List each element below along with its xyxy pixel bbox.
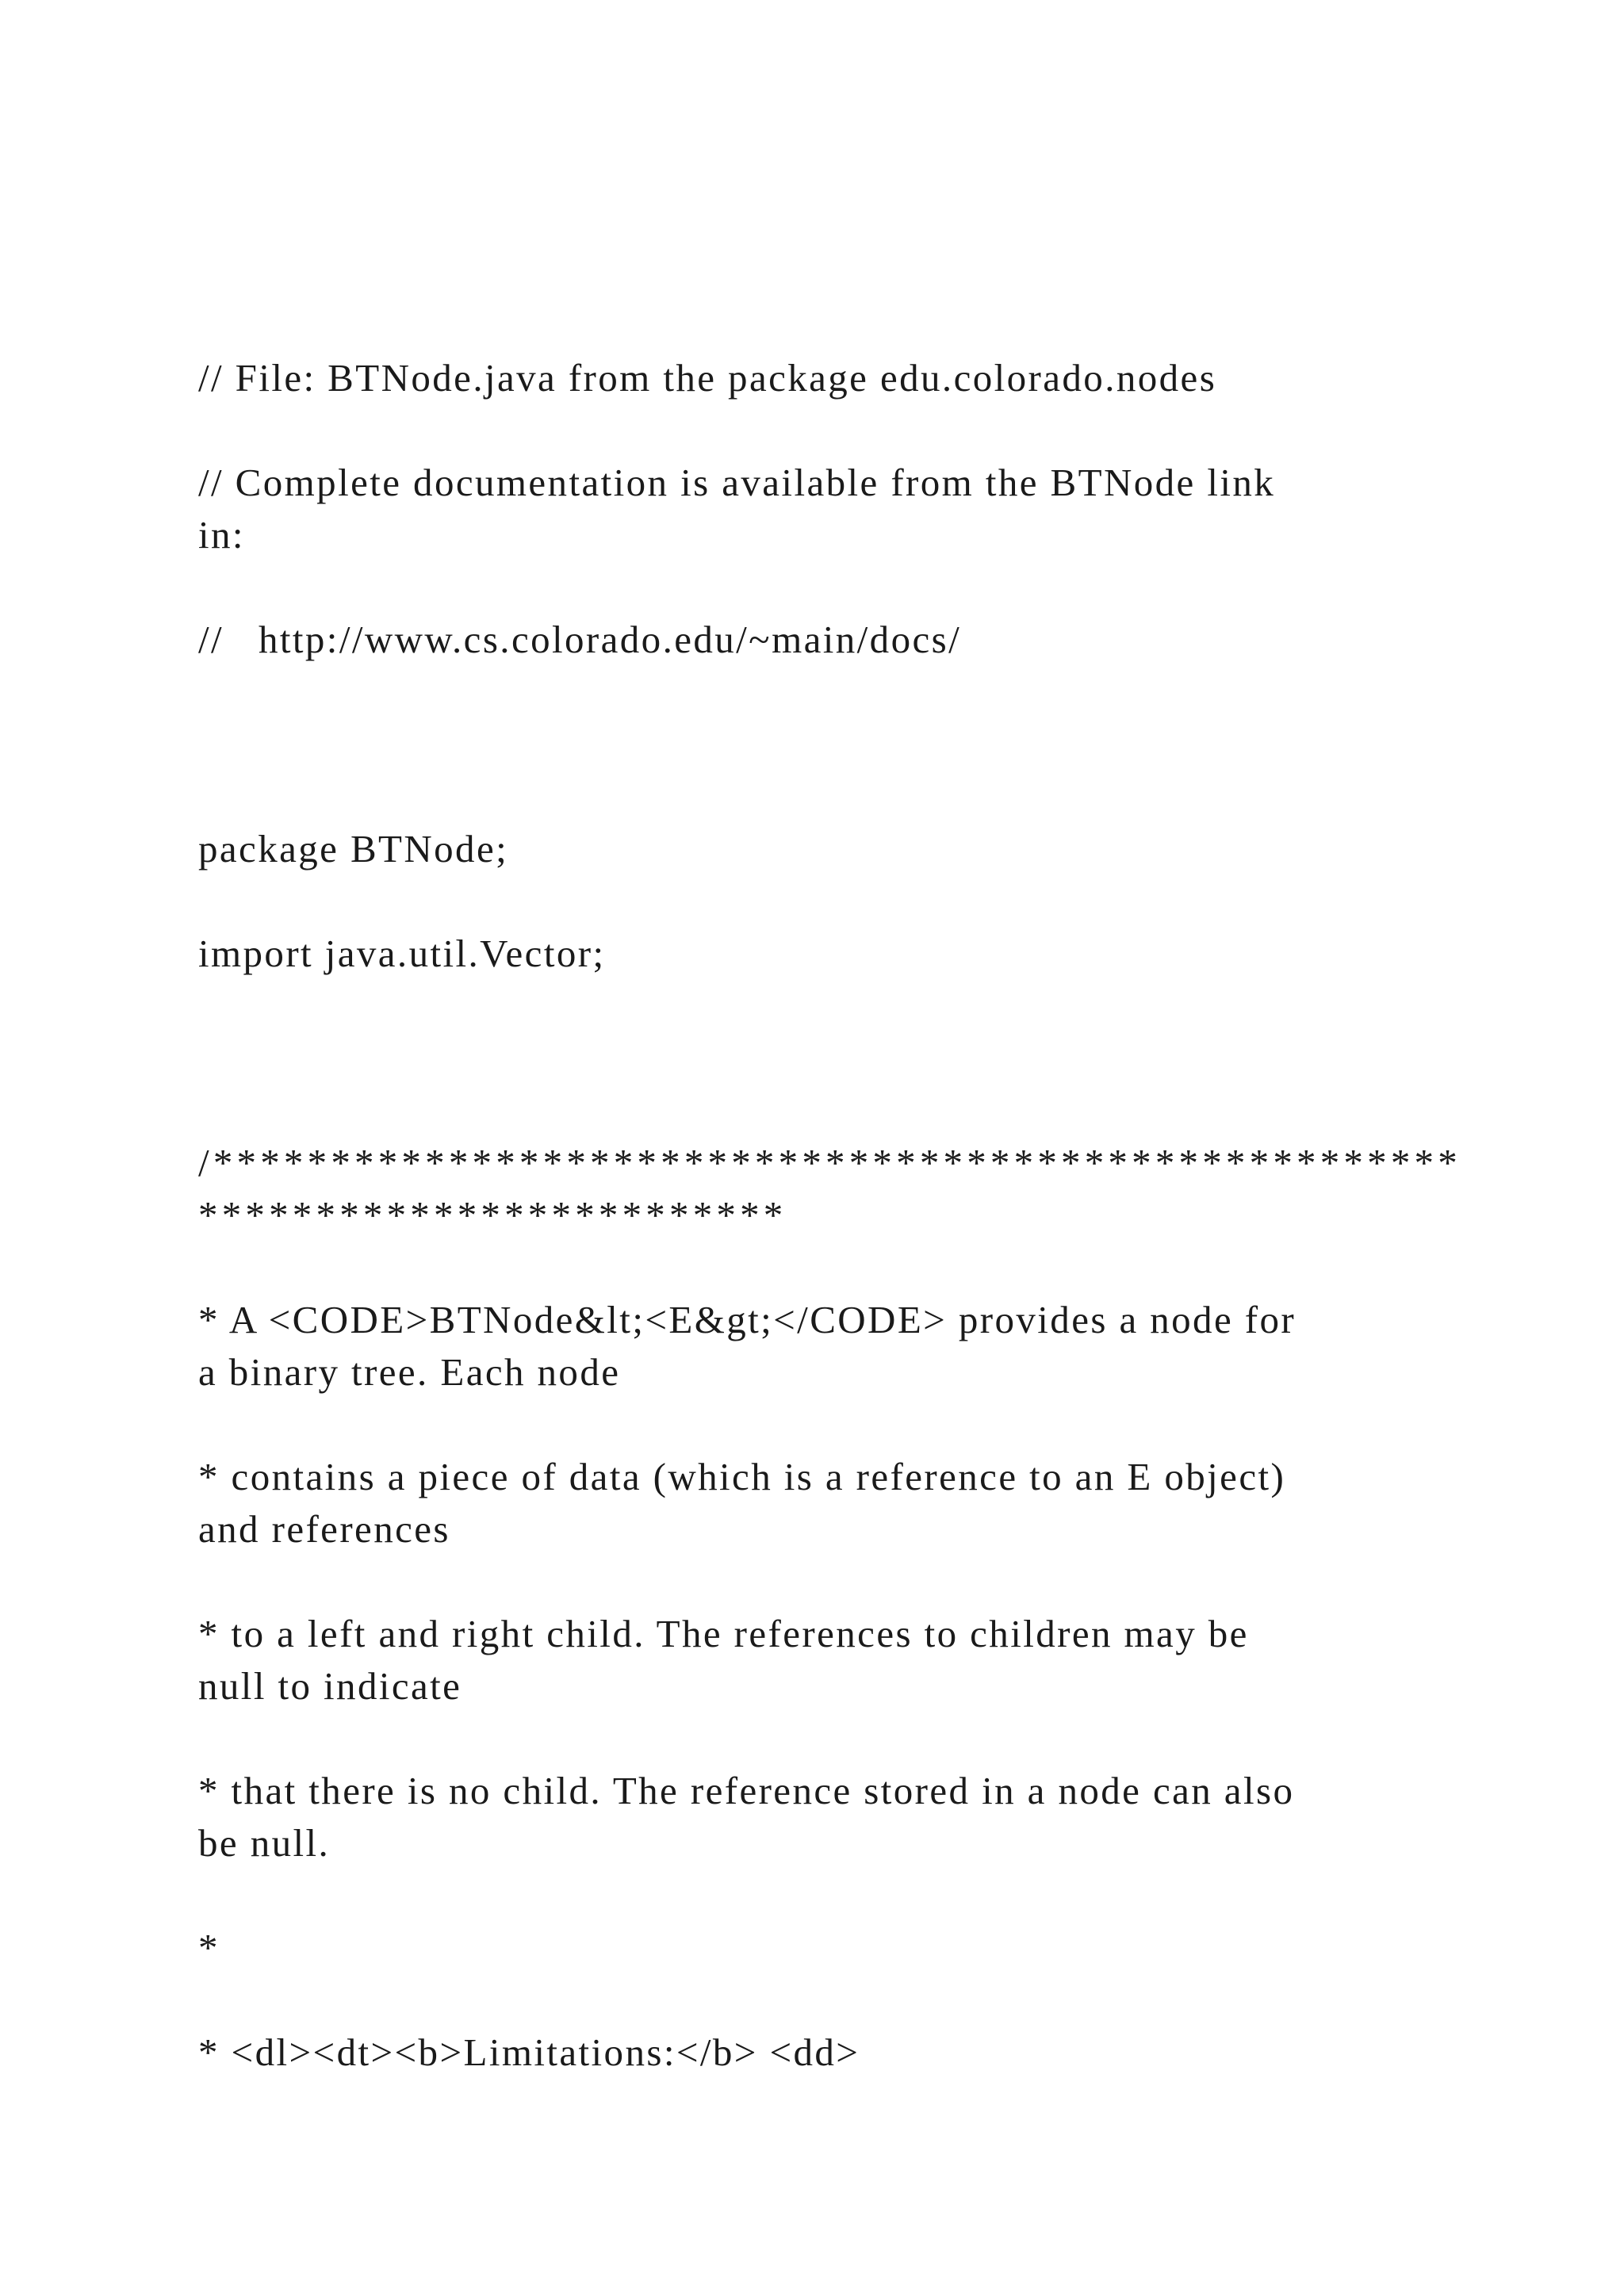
javadoc-star-border-continuation: ************************* (198, 1193, 787, 1237)
documentation-comment-continuation: in: (198, 513, 245, 557)
javadoc-description-continuation: null to indicate (198, 1664, 462, 1708)
javadoc-description-line: * A <CODE>BTNode&lt;<E&gt;</CODE> provides a node for (198, 1298, 1297, 1341)
javadoc-description-continuation: and references (198, 1507, 450, 1551)
package-declaration: package BTNode; (198, 827, 509, 871)
documentation-comment-line: // Complete documentation is available from the BTNode link (198, 461, 1276, 504)
javadoc-description-continuation: be null. (198, 1821, 331, 1865)
javadoc-description-line: * to a left and right child. The references to children may be (198, 1612, 1249, 1655)
javadoc-description-continuation: a binary tree. Each node (198, 1350, 621, 1394)
javadoc-description-line: * contains a piece of data (which is a reference to an E object) (198, 1455, 1286, 1498)
javadoc-star-border-line: /***************************************************** (198, 1141, 1461, 1184)
javadoc-limitations-line: * <dl><dt><b>Limitations:</b> <dd> (198, 2030, 860, 2074)
docs-url-comment-line: // http://www.cs.colorado.edu/~main/docs/ (198, 618, 962, 661)
javadoc-blank-star-line: * (198, 1926, 220, 1969)
import-statement: import java.util.Vector; (198, 932, 606, 975)
javadoc-description-line: * that there is no child. The reference stored in a node can also (198, 1769, 1295, 1812)
file-comment-line: // File: BTNode.java from the package edu.colorado.nodes (198, 356, 1217, 400)
